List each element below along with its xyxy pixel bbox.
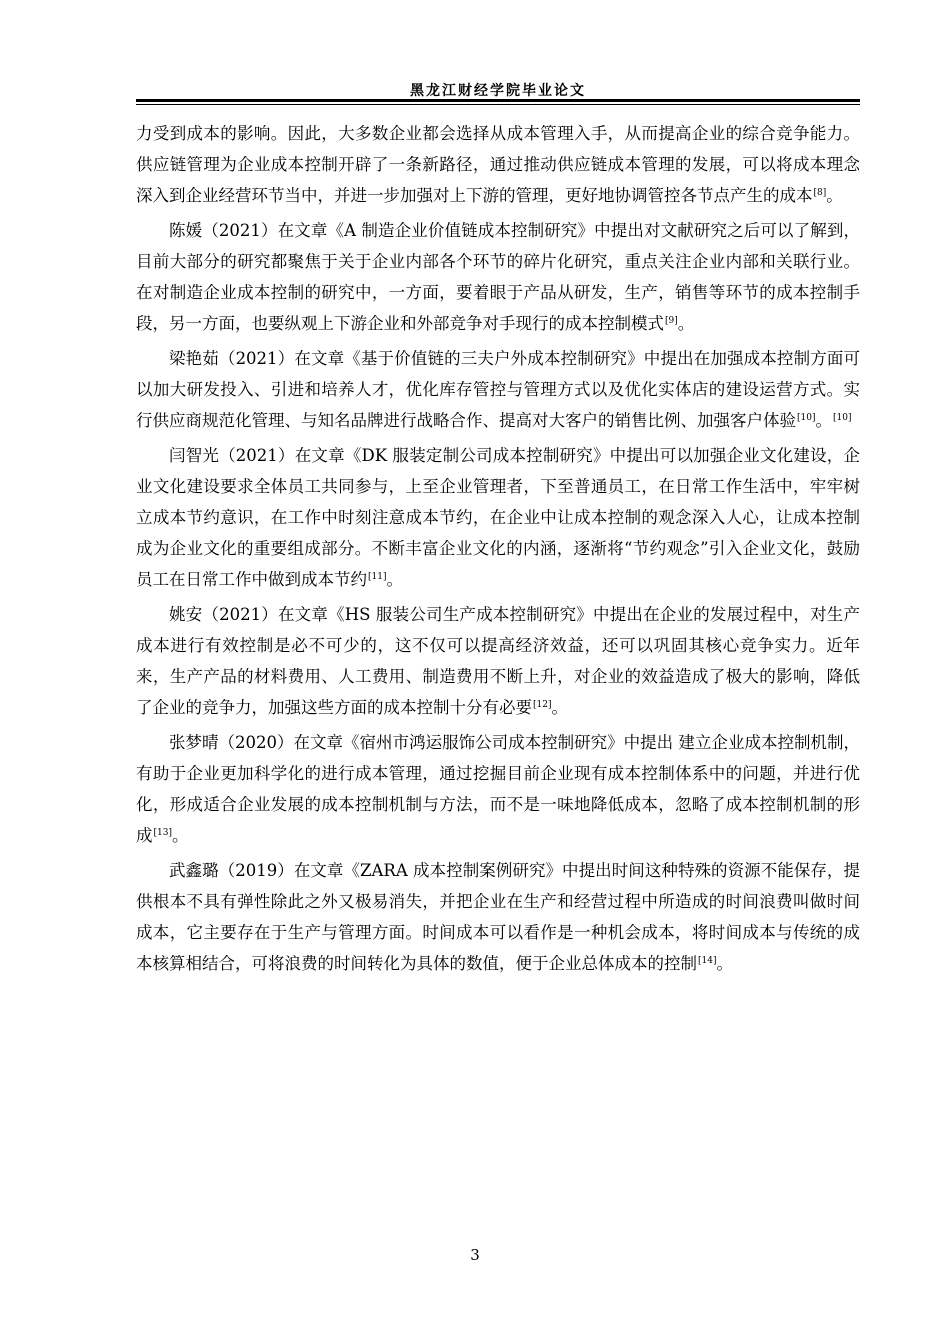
- header-rule-thick: [136, 99, 860, 102]
- paragraph-tail: 。: [826, 186, 843, 205]
- paragraph-tail: 。: [551, 698, 568, 717]
- citation-mark: [13]: [153, 827, 172, 838]
- paragraph-text: 姚安（2021）在文章《HS 服装公司生产成本控制研究》中提出在企业的发展过程中，对生产成本进行有效控制是必不可少的，这不仅可以提高经济效益，还可以巩固其核心竞争实力。近年来，生产产品的材料费用、人工费用、制造费用不断上升，对企业的效益造成了极大的影响，降低了企业的竞争力，加强这些方面的成本控制十分有必要: [136, 605, 860, 717]
- paragraph-3: [136, 343, 860, 436]
- paragraph-text: 陈媛（2021）在文章《A 制造企业价值链成本控制研究》中提出对文献研究之后可以了解到，目前大部分的研究都聚焦于关于企业内部各个环节的碎片化研究，重点关注企业内部和关联行业。在对制造企业成本控制的研究中，一方面，要着眼于产品从研发，生产，销售等环节的成本控制手段，另一方面，也要纵观上下游企业和外部竞争对手现行的成本控制模式: [136, 221, 860, 333]
- header-title: 黑龙江财经学院毕业论文: [410, 83, 586, 99]
- citation-mark-duplicate: [10]: [832, 412, 852, 423]
- citation-mark: [12]: [533, 699, 552, 710]
- citation-mark: [9]: [665, 315, 678, 326]
- paragraph-text: 张梦晴（2020）在文章《宿州市鸿运服饰公司成本控制研究》中提出 建立企业成本控制机制，有助于企业更加科学化的进行成本管理，通过挖掘目前企业现有成本控制体系中的问题，并进行优化，形成适合企业发展的成本控制机制与方法，而不是一味地降低成本，忽略了成本控制机制的形成: [136, 733, 860, 845]
- paragraph-4: [136, 440, 860, 595]
- paragraph-tail: 。: [171, 826, 189, 845]
- paragraph-2: [136, 215, 860, 339]
- citation-mark: [8]: [813, 187, 827, 198]
- document-body: [136, 118, 860, 983]
- paragraph-5: [136, 599, 860, 723]
- page-header: [136, 76, 860, 106]
- page-number: 3: [470, 1246, 480, 1264]
- paragraph-text: 闫智光（2021）在文章《DK 服装定制公司成本控制研究》中提出可以加强企业文化建设，企业文化建设要求全体员工共同参与，上至企业管理者，下至普通员工，在日常工作生活中，牢牢树立成本节约意识，在工作中时刻注意成本节约，在企业中让成本控制的观念深入人心，让成本控制成为企业文化的重要组成部分。不断丰富企业文化的内涵，逐渐将“节约观念”引入企业文化，鼓励员工在日常工作中做到成本节约: [136, 446, 860, 589]
- paragraph-tail: 。: [386, 570, 403, 589]
- header-rule-thin: [136, 104, 860, 105]
- paragraph-text: 力受到成本的影响。因此，大多数企业都会选择从成本管理入手，从而提高企业的综合竞争能力。供应链管理为企业成本控制开辟了一条新路径，通过推动供应链成本管理的发展，可以将成本理念深入到企业经营环节当中，并进一步加强对上下游的管理，更好地协调管控各节点产生的成本: [136, 124, 860, 205]
- citation-mark: [14]: [698, 955, 717, 966]
- paragraph-text: 武鑫璐（2019）在文章《ZARA 成本控制案例研究》中提出时间这种特殊的资源不能保存，提供根本不具有弹性除此之外又极易消失，并把企业在生产和经营过程中所造成的时间浪费叫做时间成本，它主要存在于生产与管理方面。时间成本可以看作是一种机会成本，将时间成本与传统的成本核算相结合，可将浪费的时间转化为具体的数值，便于企业总体成本的控制: [136, 861, 860, 973]
- paragraph-7: [136, 855, 860, 979]
- paragraph-tail: 。: [815, 411, 832, 430]
- paragraph-6: [136, 727, 860, 851]
- citation-mark: [11]: [368, 571, 387, 582]
- paragraph-1: [136, 118, 860, 211]
- paragraph-tail: 。: [677, 314, 695, 333]
- paragraph-tail: 。: [716, 954, 733, 973]
- citation-mark: [10]: [797, 412, 816, 423]
- paragraph-text: 梁艳茹（2021）在文章《基于价值链的三夫户外成本控制研究》中提出在加强成本控制方面可以加大研发投入、引进和培养人才，优化库存管控与管理方式以及优化实体店的建设运营方式。实行供应商规范化管理、与知名品牌进行战略合作、提高对大客户的销售比例、加强客户体验: [136, 349, 860, 430]
